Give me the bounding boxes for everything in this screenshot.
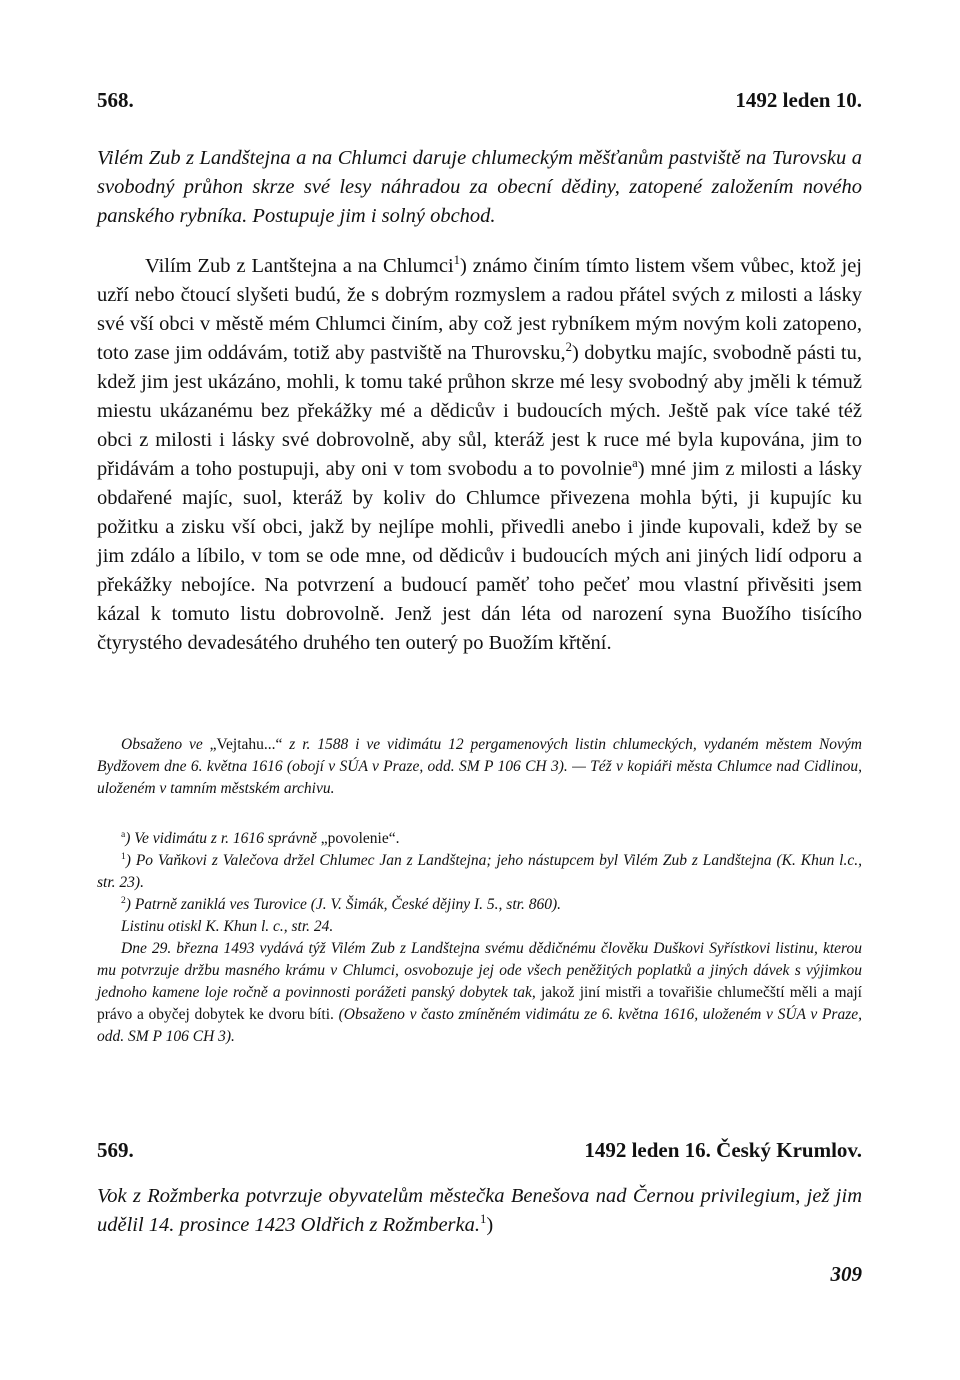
footnote-1 bbox=[97, 850, 862, 894]
source-text: z r. 1588 i ve vidimátu 12 pergamenových listin chlumeckých, vydaném městem Novým Bydžovem dne 6. května 1616 (obojí v SÚA v Praze, odd. SM P 106 CH 3). — Též v kopiáři města Chlumce nad Cidlinou, uloženém v tamním městském archivu. bbox=[97, 736, 862, 797]
source-paragraph bbox=[97, 734, 862, 800]
footnote-ref-2: 2 bbox=[565, 340, 572, 355]
related-document-note bbox=[97, 938, 862, 1048]
source-text: Obsaženo ve bbox=[121, 736, 210, 753]
footnote-ref-1: 1 bbox=[480, 1212, 487, 1227]
related-text: (Obsaženo v často zmíněném vidimátu ze 6. května 1616, uloženém v SÚA v Praze, odd. SM P 106 CH 3). bbox=[97, 1006, 863, 1045]
document-number: 569. bbox=[97, 1138, 134, 1162]
text-run: ) známo činím tímto listem všem vůbec, ktož jej uzří nebo čtoucí slyšeti budú, že s dobrým rozmyslem a radou přátel svých z milosti a lásky své vší obci v městě mém Chlumci činím, aby což jest rybníkem mým novým koli zatopeno, toto zase jim oddávám, totiž aby pastviště na Thurovsku, bbox=[97, 255, 862, 364]
related-text: Dne 29. března 1493 vydává týž Vilém Zub z Landštejna svému dědičnému člověku Duškovi Syřístkovi listinu, kterou mu potvrzuje držbu masného krámu v Chlumci, osvobozuje jej ode všech peněžitých poplatků a jiných dávek s výjimkou jednoho kamene loje ročně a povinnosti porážeti panský dobytek tak, bbox=[97, 940, 862, 1001]
footnote-2 bbox=[97, 894, 862, 916]
source-note bbox=[97, 734, 862, 800]
regest-569 bbox=[97, 1182, 862, 1240]
text-run: ) dobytku majíc, svobodně pásti tu, kdež jim jest ukázáno, mohli, k tomu také průhon skrze mé lesy svobodný aby jměli k témuž miestu ukázanému bez překážky mé a dědicův i budoucích mých. Ještě pak více také též obci z milosti i lásky své dobrovolně, aby sůl, kteráž jest k ruce mé byla kupována, jim to přidávám a toho postupuji, aby oni v tom svobodu a to povolnie bbox=[97, 342, 862, 480]
footnote-mark: 1 bbox=[121, 850, 126, 862]
regest-text: Vilém Zub z Landštejna a na Chlumci daruje chlumeckým měšťanům pastviště na Turovsku a svobodný průhon skrze své lesy náhradou za obecní dědiny, zatopené založením nového panského rybníka. Postupuje jim i solný obchod. bbox=[97, 147, 862, 227]
regest-568 bbox=[97, 144, 862, 231]
footnote-text: ) Po Vaňkovi z Valečova držel Chlumec Jan z Landštejna; jeho nástupcem byl Vilém Zub z Landštejna (K. Khun l.c., str. 23). bbox=[97, 852, 862, 891]
text-run: ) mné jim z milosti a lásky obdařené majíc, suol, kteráž by koliv do Chlumce přivezena mohla býti, ji kupujíc ku požitku a zisku vší obci, jakž by nejlípe mohli, přivedli anebo i jinde kupovali, kdež by se jim zdálo a líbilo, v tom se ode mne, od dědicův i budoucích mých ani jiných lidí odporu a překážky nebojíce. Na potvrzení a budoucí paměť toho pečeť mou vlastní přivěsiti jsem kázal k tomuto listu dobrovolně. Jenž jest dán léta od narození syna Buožího tisícího čtyrystého devadesátého druhého ten outerý po Buožím křtění. bbox=[97, 458, 862, 654]
related-quote: jakož jiní mistři a tovařišie chlumečští měli a mají právo a obyčej dobytek ke dvoru bíti. bbox=[97, 984, 862, 1023]
footnote-text: ) Ve vidimátu z r. 1616 správně bbox=[125, 830, 321, 847]
footnote-mark: 2 bbox=[121, 894, 126, 906]
text-run: Vilím Zub z Lantštejna a na Chlumci bbox=[145, 255, 454, 277]
document-header-569 bbox=[97, 1138, 862, 1163]
document-date: 1492 leden 16. Český Krumlov. bbox=[584, 1138, 862, 1162]
regest-text: Vok z Rožmberka potvrzuje obyvatelům městečka Benešova nad Černou privilegium, jež jim udělil 14. prosince 1423 Oldřich z Rožmberka. bbox=[97, 1185, 862, 1236]
source-title: „Vejtahu...“ bbox=[209, 736, 283, 753]
footnote-mark: a bbox=[121, 828, 126, 840]
footnote-ref-a: a bbox=[632, 456, 638, 471]
document-date: 1492 leden 10. bbox=[735, 88, 862, 112]
regest-paragraph bbox=[97, 1182, 862, 1240]
footnote-text: „povolenie“. bbox=[320, 830, 400, 847]
edition-note: Listinu otiskl K. Khun l. c., str. 24. bbox=[121, 918, 334, 935]
page-number: 309 bbox=[830, 1262, 862, 1286]
main-paragraph bbox=[97, 252, 862, 658]
footnote-a bbox=[97, 828, 862, 850]
footnotes bbox=[97, 828, 862, 1048]
footnote-ref-close: ) bbox=[486, 1214, 494, 1236]
main-text-568 bbox=[97, 252, 862, 658]
footnote-text: ) Patrně zaniklá ves Turovice (J. V. Šimák, České dějiny I. 5., str. 860). bbox=[125, 896, 562, 913]
document-header-568 bbox=[97, 88, 862, 113]
document-number: 568. bbox=[97, 88, 134, 112]
footnote-ref-1: 1 bbox=[453, 253, 461, 268]
